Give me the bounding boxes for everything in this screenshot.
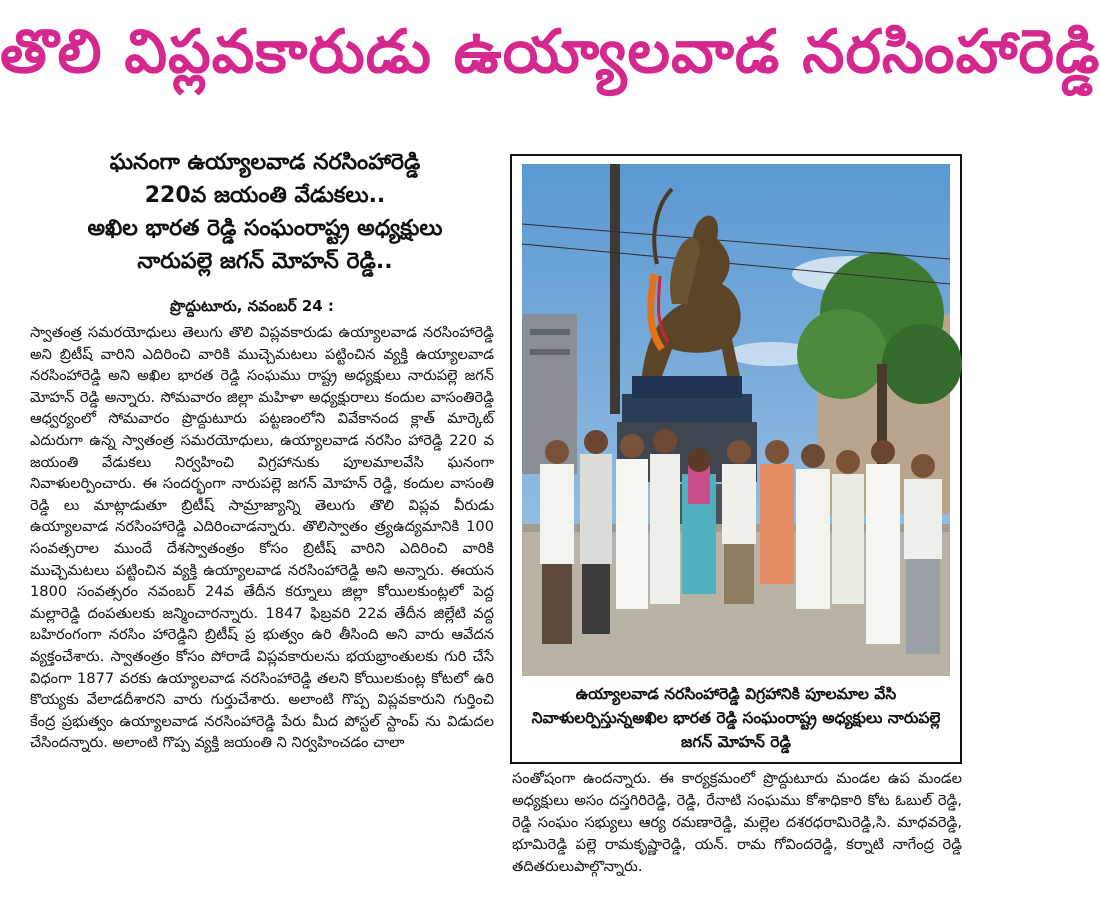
dateline: ప్రొద్దుటూరు, నవంబర్ 24 : <box>170 297 334 315</box>
photo-frame <box>510 154 962 764</box>
subhead-line: అఖిల భారత రెడ్డి సంఘంరాష్ట్ర అధ్యక్షులు <box>87 216 443 241</box>
subhead-line: ఘనంగా ఉయ్యాలవాడ నరసింహారెడ్డి <box>109 150 421 175</box>
subheadline <box>30 146 500 278</box>
article-body: స్వాతంత్ర సమరయోధులు తెలుగు తొలి విప్లవకారుడు ఉయ్యాలవాడ నరసింహారెడ్డి అని బ్రిటీష్ వారిని ఎదిరించి వారికి ముచ్చెమటలు పట్టించిన వ్యక్తి ఉయ్యాలవాడ నరసింహారెడ్డి అని అఖిల భారత రెడ్డి సంఘము రాష్ట్ర అధ్యక్షులు నారుపల్లె జగన్ మోహన్ రెడ్డి అన్నారు. సోమవారం జిల్లా మహిళా అధ్యక్షురాలు కందుల వాసంతిరెడ్డి ఆధ్వర్యంలో సోమవారం ప్రొద్దుటూరు పట్టణంలోని వివేకానంద క్లాత్ మార్కెట్ ఎదురుగా ఉన్న స్వాతంత్ర సమరయోధులు, ఉయ్యాలవాడ నరసిం హారెడ్డి 220 వ జయంతి వేడుకలు నిర్వహించి విగ్రహానుకు పూలమాలవేసి ఘనంగా నివాళులర్పించారు. ఈ సందర్భంగా నారుపల్లె జగన్ మోహన్ రెడ్డి, కందుల వాసంతి రెడ్డి లు మాట్లాడుతూ బ్రిటీష్ సామ్రాజ్యాన్ని తెలుగు తొలి విప్లవ వీరుడు ఉయ్యాలవాడ నరసింహారెడ్డి ఎదిరించాడన్నారు. తొలిస్వాతం త్ర్యఉద్యమానికి 100 సంవత్సరాల ముందే దేశస్వాతంత్రం కోసం బ్రిటీష్ వారిని ఎదిరించి వారికి ముచ్చెమటలు పట్టించిన వ్యక్తి ఉయ్యాలవాడ నరసింహారెడ్డి అని అన్నారు. ఈయన 1800 సంవత్సరం నవంబర్ 24వ తేదీన కర్నూలు జిల్లా కోయిలకుంట్లలో పెద్ద మల్లారెడ్డి దంపతులకు జన్మించారన్నారు. 1847 ఫిబ్రవరి 22వ తేదీన జిల్లేటి వద్ద బహిరంగంగా నరసిం హారెడ్డిని బ్రిటీష్ ప్ర భుత్వం ఉరి తీసింది అని వారు ఆవేదన వ్యక్తంచేశారు. స్వాతంత్రం కోసం పోరాడే విప్లవకారులను భయభ్రాంతులకు గురి చేసే విధంగా 1877 వరకు ఉయ్యాలవాడ నరసింహారెడ్డి తలని కోయిలకుంట్ల కోటలో ఉరి కొయ్యకు వేలాడదీశారని వారు గుర్తుచేశారు. అలాంటి గొప్ప విప్లవకారుని గుర్తించి కేంద్ర ప్రభుత్వం ఉయ్యాలవాడ నరసింహారెడ్డి పేరు మీద పోస్టల్ స్టాంప్ ను విడుదల చేసిందన్నారు. అలాంటి గొప్ప వ్యక్తి జయంతి ని నిర్వహించడం చాలా <box>30 324 494 752</box>
headline: తొలి విప్లవకారుడు ఉయ్యాలవాడ నరసింహారెడ్డి <box>0 17 1100 87</box>
subhead-line: 220వ జయంతి వేడుకలు.. <box>144 183 386 208</box>
article-body-continued: సంతోషంగా ఉందన్నారు. ఈ కార్యక్రమంలో ప్రొద్దుటూరు మండల ఉప మండల అధ్యక్షులు అసం దస్తగిరిరెడ్డి, రెడ్డి, రేనాటి సంఘము కోశాధికారి కోట ఓబుల్ రెడ్డి, రెడ్డి సంఘం సభ్యులు ఆర్య రమణారెడ్డి, మల్లెల దశరధరామిరెడ్డి,సి. మాధవరెడ్డి, భూమిరెడ్డి పల్లె రామకృష్ణారెడ్డి, యన్. రామ గోవిందరెడ్డి, కర్నాటి నాగేంద్ర రెడ్డి తదితరులుపాల్గొన్నారు. <box>512 770 962 875</box>
photo-illustration <box>522 164 950 676</box>
photo-caption: ఉయ్యాలవాడ నరసింహారెడ్డి విగ్రహానికి పూలమాల వేసి నివాళులర్పిస్తున్నఅఖిల భారత రెడ్డి సంఘంరాష్ట్ర అధ్యక్షులు నారుపల్లె జగన్ మోహన్ రెడ్డి <box>531 685 941 751</box>
statue-photo <box>522 164 950 676</box>
subhead-line: నారుపల్లె జగన్ మోహన్ రెడ్డి.. <box>137 249 393 274</box>
